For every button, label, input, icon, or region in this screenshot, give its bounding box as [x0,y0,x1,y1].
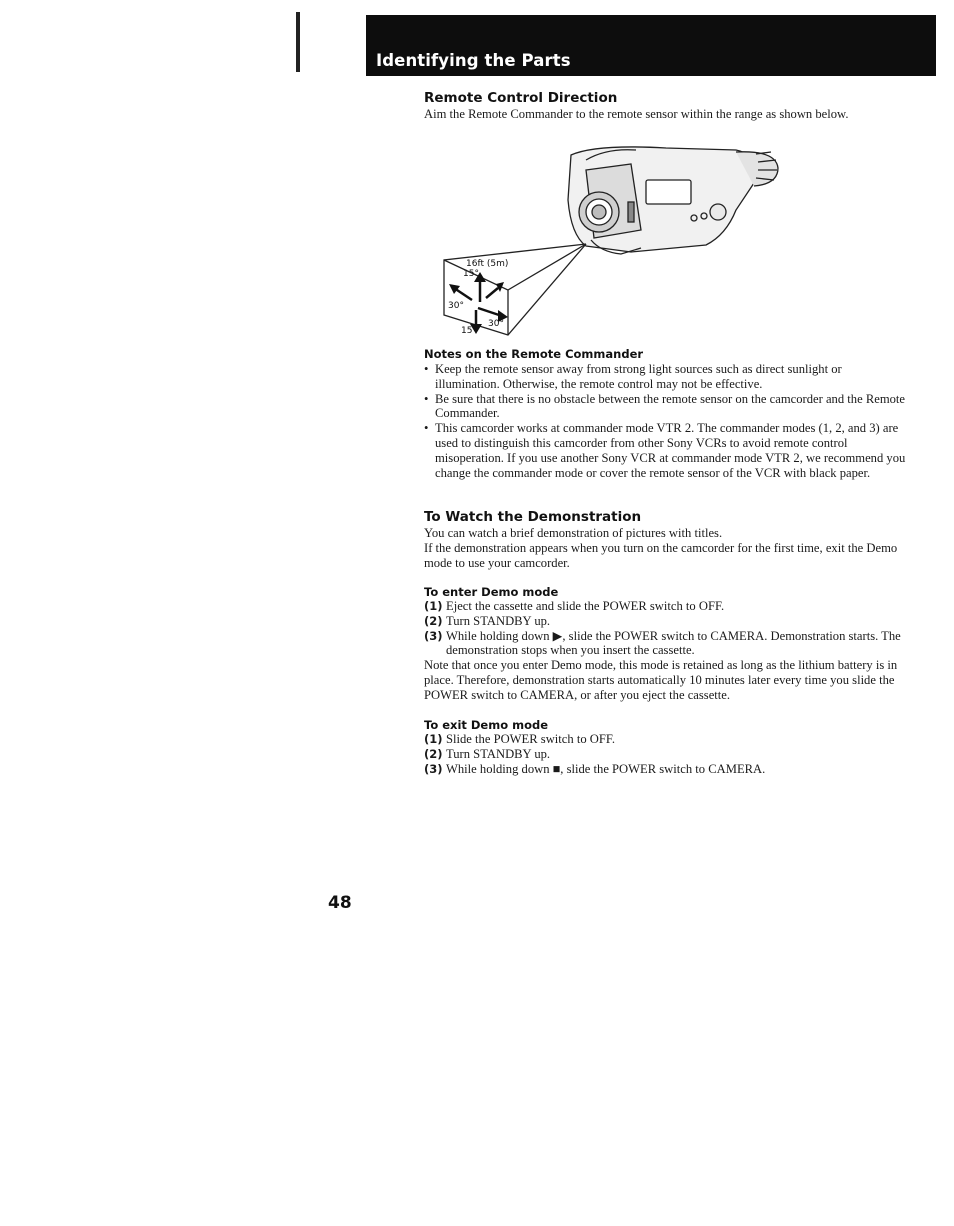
enter-demo-steps [424,599,908,658]
remote-direction-heading: Remote Control Direction [424,90,618,106]
demo-retention-note: Note that once you enter Demo mode, this mode is retained as long as the lithium battery is in place. Therefore, demonstration starts automatically 10 minutes later every time you slide the POWER switch to CAMERA, or after you eject the cassette. [424,658,898,702]
list-item: (1) Eject the cassette and slide the POWER switch to OFF. [424,599,725,613]
camcorder-illustration [568,147,778,254]
list-item: (2) Turn STANDBY up. [424,746,551,761]
list-item: • This camcorder works at commander mode VTR 2. The commander modes (1, 2, and 3) are used to distinguish this camcorder from other Sony VCRs to avoid remote control misoperation. If you use another Sony VCR at commander mode VTR 2, we recommend you change the commander mode or cover the remote sensor of the VCR with black paper. [424,421,906,480]
angle-label: 15° [463,269,479,279]
list-item: (3) While holding down ■, slide the POWER switch to CAMERA. [424,761,766,776]
angle-label: 15° [461,326,477,336]
section-title: Identifying the Parts [376,51,571,70]
notes-heading: Notes on the Remote Commander [424,347,644,361]
exit-demo-heading: To exit Demo mode [424,718,549,732]
section-header-bar [366,15,936,76]
notes-list [424,362,908,480]
list-item: • Be sure that there is no obstacle between the remote sensor on the camcorder and the Remote Commander. [424,391,905,421]
remote-range-figure [436,140,796,340]
distance-label: 16ft (5m) [466,259,509,269]
page-number: 48 [328,893,352,913]
enter-demo-heading: To enter Demo mode [424,585,559,599]
demo-intro-2: If the demonstration appears when you turn on the camcorder for the first time, exit the Demo mode to use your camcorder. [424,541,898,570]
demo-heading: To Watch the Demonstration [424,509,642,525]
remote-range-illustration [436,140,796,340]
demo-intro-1: You can watch a brief demonstration of pictures with titles. [424,526,723,540]
remote-direction-intro: Aim the Remote Commander to the remote sensor within the range as shown below. [424,107,849,121]
list-item: (2) Turn STANDBY up. [424,613,551,628]
list-item: (3) While holding down ▶, slide the POWER switch to CAMERA. Demonstration starts. The demonstration stops when you insert the cassette. [424,628,901,658]
list-item: (1) Slide the POWER switch to OFF. [424,732,616,746]
list-item: • Keep the remote sensor away from strong light sources such as direct sunlight or illumination. Otherwise, the remote control may not be effective. [424,362,842,391]
exit-demo-steps [424,732,908,776]
range-cone [444,244,586,335]
angle-label: 30° [448,301,464,311]
angle-label: 30° [488,319,504,329]
margin-rule [296,12,300,72]
